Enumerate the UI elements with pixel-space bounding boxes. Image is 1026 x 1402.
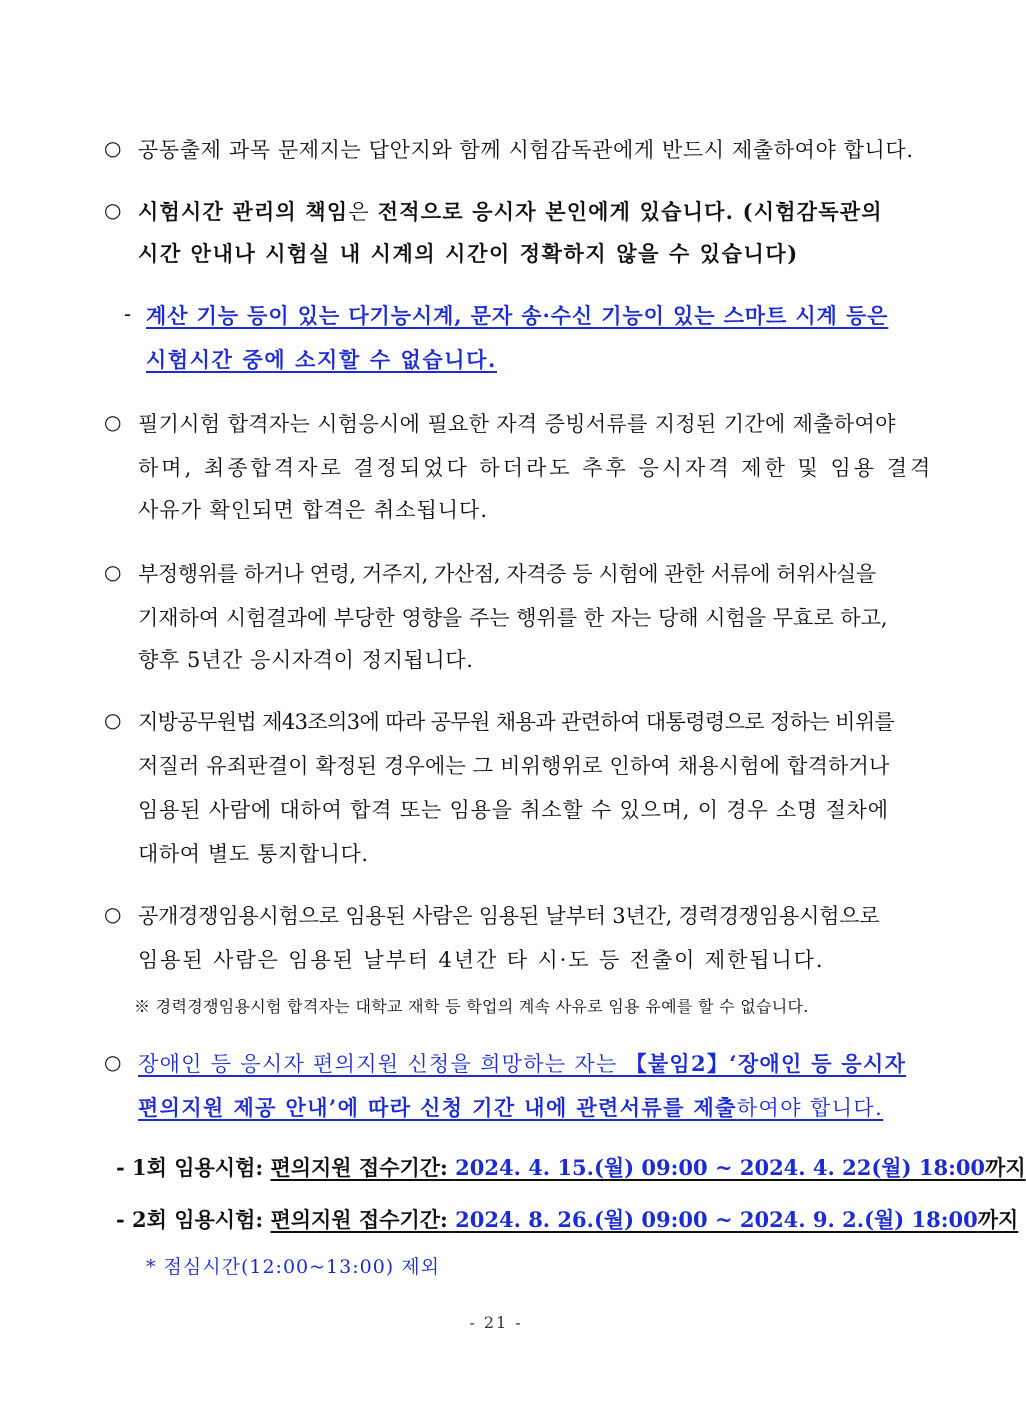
paragraph-line [138, 196, 883, 226]
schedule-line [116, 1152, 1026, 1182]
paragraph-line: 시간 안내나 시험실 내 시계의 시간이 정확하지 않을 수 있습니다) [138, 241, 799, 266]
emphasis-text: 편의지원 제공 안내’에 따라 신청 기간 내에 관련서류를 제출 [138, 1095, 737, 1120]
paragraph-line: 계산 기능 등이 있는 다기능시계, 문자 송·수신 기능이 있는 스마트 시계 등은 [146, 303, 889, 328]
paragraph-line: 필기시험 합격자는 시험응시에 필요한 자격 증빙서류를 지정된 기간에 제출하여야 [138, 412, 896, 436]
paragraph-line: 공개경쟁임용시험으로 임용된 사람은 임용된 날부터 3년간, 경력경쟁임용시험으로 [138, 904, 880, 928]
plain-text: 은 [348, 200, 378, 224]
paragraph-line: 공동출제 과목 문제지는 답안지와 함께 시험감독관에게 반드시 제출하여야 합니다. [138, 138, 914, 162]
circle-bullet: ○ [104, 410, 122, 434]
paragraph-line: 임용된 사람은 임용된 날부터 4년간 타 시·도 등 전출이 제한됩니다. [138, 948, 825, 972]
paragraph-line: 향후 5년간 응시자격이 정지됩니다. [138, 648, 474, 672]
circle-bullet: ○ [104, 198, 122, 222]
circle-bullet: ○ [104, 708, 122, 732]
paragraph-line: 부정행위를 하거나 연령, 거주지, 가산점, 자격증 등 시험에 관한 서류에 허위사실을 [138, 562, 876, 586]
dash-bullet: - [116, 1207, 125, 1232]
paragraph-line: 사유가 확인되면 합격은 취소됩니다. [138, 498, 488, 522]
page-number: - 21 - [469, 1313, 523, 1332]
circle-bullet: ○ [104, 560, 122, 584]
emphasis-text: 전적으로 응시자 본인에게 있습니다. (시험감독관의 [377, 199, 883, 224]
paragraph-line: 대하여 별도 통지합니다. [138, 842, 369, 866]
emphasis-text: 【붙임2】‘장애인 등 응시자 [625, 1051, 907, 1076]
paragraph-line: 하며, 최종합격자로 결정되었다 하더라도 추후 응시자격 제한 및 임용 결격 [138, 456, 934, 480]
circle-bullet: ○ [104, 902, 122, 926]
exam-label: 2회 임용시험: [132, 1207, 271, 1232]
paragraph-line: 지방공무원법 제43조의3에 따라 공무원 채용과 관련하여 대통령령으로 정하는 비위를 [138, 710, 895, 734]
dash-bullet: - [116, 1155, 125, 1180]
plain-text: 하여야 합니다. [736, 1096, 884, 1120]
paragraph-line [138, 1048, 906, 1078]
exam-label: 1회 임용시험: [132, 1155, 271, 1180]
paragraph-line: 기재하여 시험결과에 부당한 영향을 주는 행위를 한 자는 당해 시험을 무효로 하고, [138, 606, 888, 630]
schedule-line [116, 1204, 1018, 1234]
note-text: ※ 경력경쟁임용시험 합격자는 대학교 재학 등 학업의 계속 사유로 임용 유예를 할 수 없습니다. [134, 997, 809, 1016]
circle-bullet: ○ [104, 1050, 122, 1074]
circle-bullet: ○ [104, 136, 122, 160]
paragraph-line: 시험시간 중에 소지할 수 없습니다. [146, 347, 497, 372]
plain-text: 장애인 등 응시자 편의지원 신청을 희망하는 자는 [138, 1052, 626, 1076]
accommodation-period: 편의지원 접수기간: 2024. 4. 15.(월) 09:00 ~ 2024. 4. 22(월) 18:00까지 [270, 1155, 1026, 1180]
accommodation-period: 편의지원 접수기간: 2024. 8. 26.(월) 09:00 ~ 2024. 9. 2.(월) 18:00까지 [270, 1207, 1019, 1232]
paragraph-line [138, 1092, 883, 1122]
lunch-exclusion-note: * 점심시간(12:00~13:00) 제외 [146, 1256, 440, 1278]
emphasis-text: 시험시간 관리의 책임 [138, 199, 349, 224]
dash-bullet: - [124, 302, 133, 326]
paragraph-line: 저질러 유죄판결이 확정된 경우에는 그 비위행위로 인하여 채용시험에 합격하거나 [138, 754, 890, 778]
paragraph-line: 임용된 사람에 대하여 합격 또는 임용을 취소할 수 있으며, 이 경우 소명 절차에 [138, 798, 889, 822]
